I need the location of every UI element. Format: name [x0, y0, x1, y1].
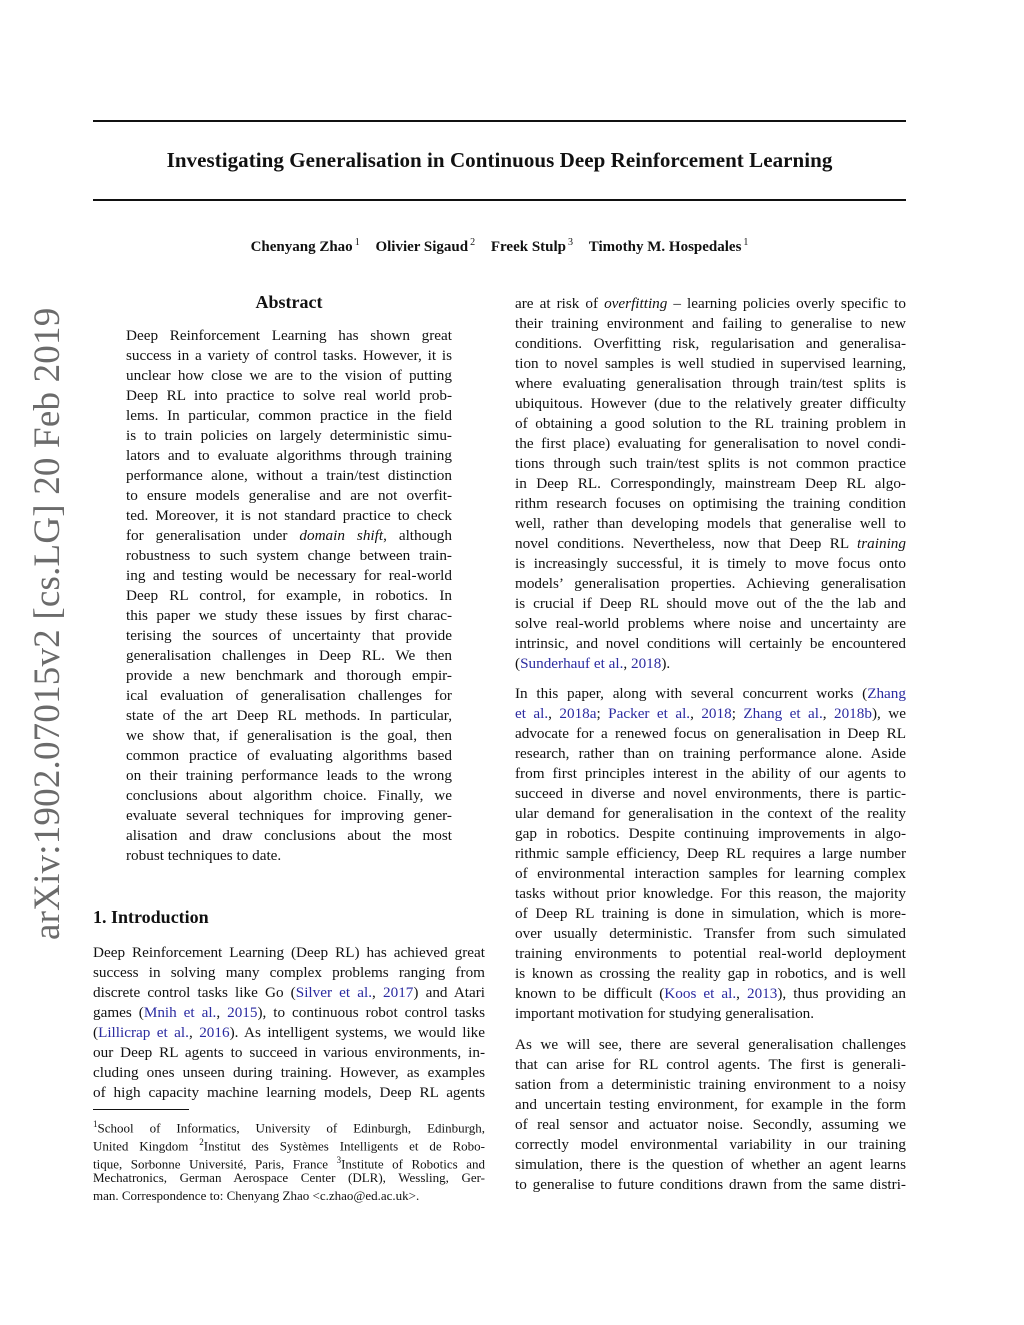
footnote-line: Mechatronics, German Aerospace Center (DLR), Wessling, Ger-	[93, 1170, 485, 1185]
arxiv-stamp: arXiv:1902.07015v2 [cs.LG] 20 Feb 2019	[27, 307, 68, 940]
body-line: conditions. Overfitting risk, regularisation and generalisa-	[515, 335, 906, 352]
abstract-line: common practice of evaluating algorithms based	[126, 747, 452, 764]
author: Timothy M. Hospedales $^1$	[588, 237, 749, 255]
body-line: Deep Reinforcement Learning (Deep RL) has achieved great	[93, 944, 485, 961]
citation-link[interactable]: 2018	[701, 705, 732, 722]
body-line: intrinsic, and novel conditions will certainly be encountered	[515, 635, 906, 652]
body-line: their training environment and failing to generalise to new	[515, 315, 906, 332]
abstract-line: provide a new benchmark and thorough empir-	[126, 667, 452, 684]
body-line: important motivation for studying generalisation.	[515, 1005, 815, 1022]
abstract-line: is to train policies on largely deterministic simu-	[126, 427, 452, 444]
body-line: and uncertain testing environment, for example in the form	[515, 1096, 906, 1113]
abstract-line: lems. In particular, common practice in the field	[126, 407, 452, 424]
body-line: is known as crossing the reality gap in robotics, and is well	[515, 965, 906, 982]
citation-link[interactable]: Sunderhauf et al.	[520, 655, 624, 672]
footnote-line: tique, Sorbonne Université, Paris, France $^3$Institute of Robotics and	[93, 1155, 485, 1172]
footnote-rule	[93, 1109, 189, 1110]
author: Olivier Sigaud $^2$	[375, 237, 476, 255]
abstract-line: terising the sources of uncertainty that provide	[126, 627, 452, 644]
body-line: games (Mnih et al., 2015), to continuous robot control tasks	[93, 1004, 485, 1021]
body-line: ubiquitous. However (due to the relatively greater difficulty	[515, 395, 906, 412]
body-line: is crucial if Deep RL should move out of the the lab and	[515, 595, 906, 612]
body-line: the first place) evaluating for generalisation to novel condi-	[515, 435, 906, 452]
abstract-line: robust techniques to date.	[126, 847, 282, 864]
body-line: cluding ones unseen during training. However, as examples	[93, 1064, 485, 1081]
body-line: In this paper, along with several concurrent works (Zhang	[515, 685, 906, 702]
body-line: tasks without prior knowledge. For this reason, the majority	[515, 885, 906, 902]
abstract-line: ted. Moreover, it is not standard practice to check	[126, 507, 452, 524]
abstract-line: conclusions about algorithm choice. Finally, we	[126, 787, 452, 804]
body-line: correctly model environmental variability in our training	[515, 1136, 906, 1153]
body-line: is increasingly successful, it is timely to move focus onto	[515, 555, 906, 572]
abstract-line: performance alone, without a train/test distinction	[126, 467, 452, 484]
body-line: novel conditions. Nevertheless, now that Deep RL training	[515, 535, 906, 552]
body-line: solve real-world problems where noise and uncertainty are	[515, 615, 906, 632]
abstract-line: alisation and draw conclusions about the most	[126, 827, 452, 844]
body-line: of environmental interaction samples for learning complex	[515, 865, 906, 882]
body-line: tion to novel samples is well studied in supervised learning,	[515, 355, 906, 372]
body-line: research, rather than on training performance alone. Aside	[515, 745, 906, 762]
body-line: tions through such train/test splits is not common practice	[515, 455, 906, 472]
abstract-line: to ensure models generalise and are not overfit-	[126, 487, 452, 504]
abstract-line: for generalisation under domain shift, although	[126, 527, 452, 544]
body-line: (Lillicrap et al., 2016). As intelligent systems, we would like	[93, 1024, 485, 1041]
title-top-rule	[93, 120, 906, 122]
body-line: of real sensor and actuator noise. Secondly, assuming we	[515, 1116, 906, 1133]
author-list	[93, 237, 906, 256]
body-line: to generalise to future conditions drawn from the same distri-	[515, 1176, 906, 1193]
body-line: et al., 2018a; Packer et al., 2018; Zhang et al., 2018b), we	[515, 705, 906, 722]
emphasis: domain shift	[299, 527, 384, 544]
body-line: success in solving many complex problems ranging from	[93, 964, 485, 981]
abstract-line: Deep RL into practice to solve real world prob-	[126, 387, 452, 404]
body-line: rithm research focuses on optimising the training condition	[515, 495, 906, 512]
citation-link[interactable]: Silver et al.	[295, 984, 373, 1001]
citation-link[interactable]: 2018a	[559, 705, 597, 722]
author: Freek Stulp $^3$	[490, 237, 574, 255]
citation-link[interactable]: Lillicrap et al.	[98, 1024, 189, 1041]
citation-link[interactable]: et al.	[515, 705, 549, 722]
body-line: from first principles interest in the ability of our agents to	[515, 765, 906, 782]
emphasis: training	[857, 535, 906, 552]
abstract-line: this paper we study these issues by first charac-	[126, 607, 452, 624]
abstract-line: unclear how close we are to the vision of putting	[126, 367, 452, 384]
body-line: advocate for a renewed focus on generalisation in Deep RL	[515, 725, 906, 742]
abstract-heading: Abstract	[255, 292, 323, 312]
abstract-line: success in a variety of control tasks. However, it is	[126, 347, 452, 364]
body-line: our Deep RL agents to succeed in various environments, in-	[93, 1044, 485, 1061]
body-line: in Deep RL. Correspondingly, mainstream Deep RL algo-	[515, 475, 906, 492]
footnote-line: United Kingdom $^2$Institut des Systèmes Intelligents et de Robo-	[93, 1137, 485, 1154]
citation-link[interactable]: 2018	[630, 655, 662, 672]
body-line: rithmic sample efficiency, Deep RL requires a large number	[515, 845, 906, 862]
body-line: that can arise for RL control agents. The first is generali-	[515, 1056, 906, 1073]
citation-link[interactable]: 2015	[227, 1004, 258, 1021]
section-heading-introduction: 1. Introduction	[93, 907, 209, 927]
citation-link[interactable]: 2018b	[833, 705, 872, 722]
body-line: succeed in diverse and novel environments, there is partic-	[515, 785, 906, 802]
body-line: As we will see, there are several generalisation challenges	[515, 1036, 906, 1053]
abstract-line: state of the art Deep RL methods. In particular,	[126, 707, 452, 724]
paper-title: Investigating Generalisation in Continuous Deep Reinforcement Learning	[166, 148, 833, 172]
body-line: simulation, there is the question of whether an agent learns	[515, 1156, 906, 1173]
abstract-line: we show that, if generalisation is the goal, then	[126, 727, 452, 744]
body-line: (Sunderhauf et al., 2018).	[515, 655, 671, 672]
citation-link[interactable]: 2013	[746, 985, 778, 1002]
citation-link[interactable]: Koos et al.	[664, 985, 737, 1002]
abstract-line: on their training performance leads to the wrong	[126, 767, 452, 784]
body-line: of high capacity machine learning models, Deep RL agents	[93, 1084, 485, 1101]
body-line: of Deep RL training is done in simulation, which is more-	[515, 905, 906, 922]
body-line: discrete control tasks like Go (Silver et al., 2017) and Atari	[93, 984, 486, 1001]
body-line: sation from a deterministic training environment to a noisy	[515, 1076, 906, 1093]
body-line: training environments to potential real-world deployment	[515, 945, 906, 962]
footnote-line: man. Correspondence to: Chenyang Zhao <c.zhao@ed.ac.uk>.	[93, 1188, 420, 1203]
emphasis: overfitting	[604, 295, 668, 312]
abstract-line: evaluate several techniques for improving gener-	[126, 807, 452, 824]
abstract-line: lators and to evaluate algorithms through training	[126, 447, 452, 464]
body-line: where evaluating generalisation through train/test splits is	[515, 375, 906, 392]
abstract-line: robustness to such system change between train-	[126, 547, 452, 564]
abstract-line: generalisation challenges in Deep RL. We then	[126, 647, 452, 664]
citation-link[interactable]: Zhang	[867, 685, 906, 702]
citation-link[interactable]: 2016	[199, 1024, 230, 1041]
abstract-line: ing and testing would be necessary for real-world	[126, 567, 452, 584]
citation-link[interactable]: 2017	[383, 984, 414, 1001]
body-line: well, rather than developing models that generalise well to	[515, 515, 906, 532]
body-line: models’ generalisation properties. Achieving generalisation	[515, 575, 906, 592]
body-line: known to be difficult (Koos et al., 2013), thus providing an	[515, 985, 906, 1002]
footnote-line: $^1$School of Informatics, University of Edinburgh, Edinburgh,	[93, 1119, 485, 1136]
body-line: are at risk of overfitting – learning policies overly specific to	[515, 295, 906, 312]
author: Chenyang Zhao $^1$	[250, 237, 360, 255]
citation-link[interactable]: Zhang et al.	[743, 705, 823, 722]
body-line: over usually deterministic. Transfer from such simulated	[515, 925, 906, 942]
abstract-line: Deep RL control, for example, in robotics. In	[126, 587, 452, 604]
abstract-line: Deep Reinforcement Learning has shown great	[126, 327, 452, 344]
title-bottom-rule	[93, 199, 906, 201]
body-line: of obtaining a good solution to the RL training problem in	[515, 415, 906, 432]
citation-link[interactable]: Mnih et al.	[143, 1004, 217, 1021]
body-line: ular demand for generalisation in the context of the reality	[515, 805, 906, 822]
body-line: gap in robotics. Despite continuing improvements in algo-	[515, 825, 906, 842]
abstract-line: ical evaluation of generalisation challenges for	[126, 687, 452, 704]
citation-link[interactable]: Packer et al.	[608, 705, 691, 722]
